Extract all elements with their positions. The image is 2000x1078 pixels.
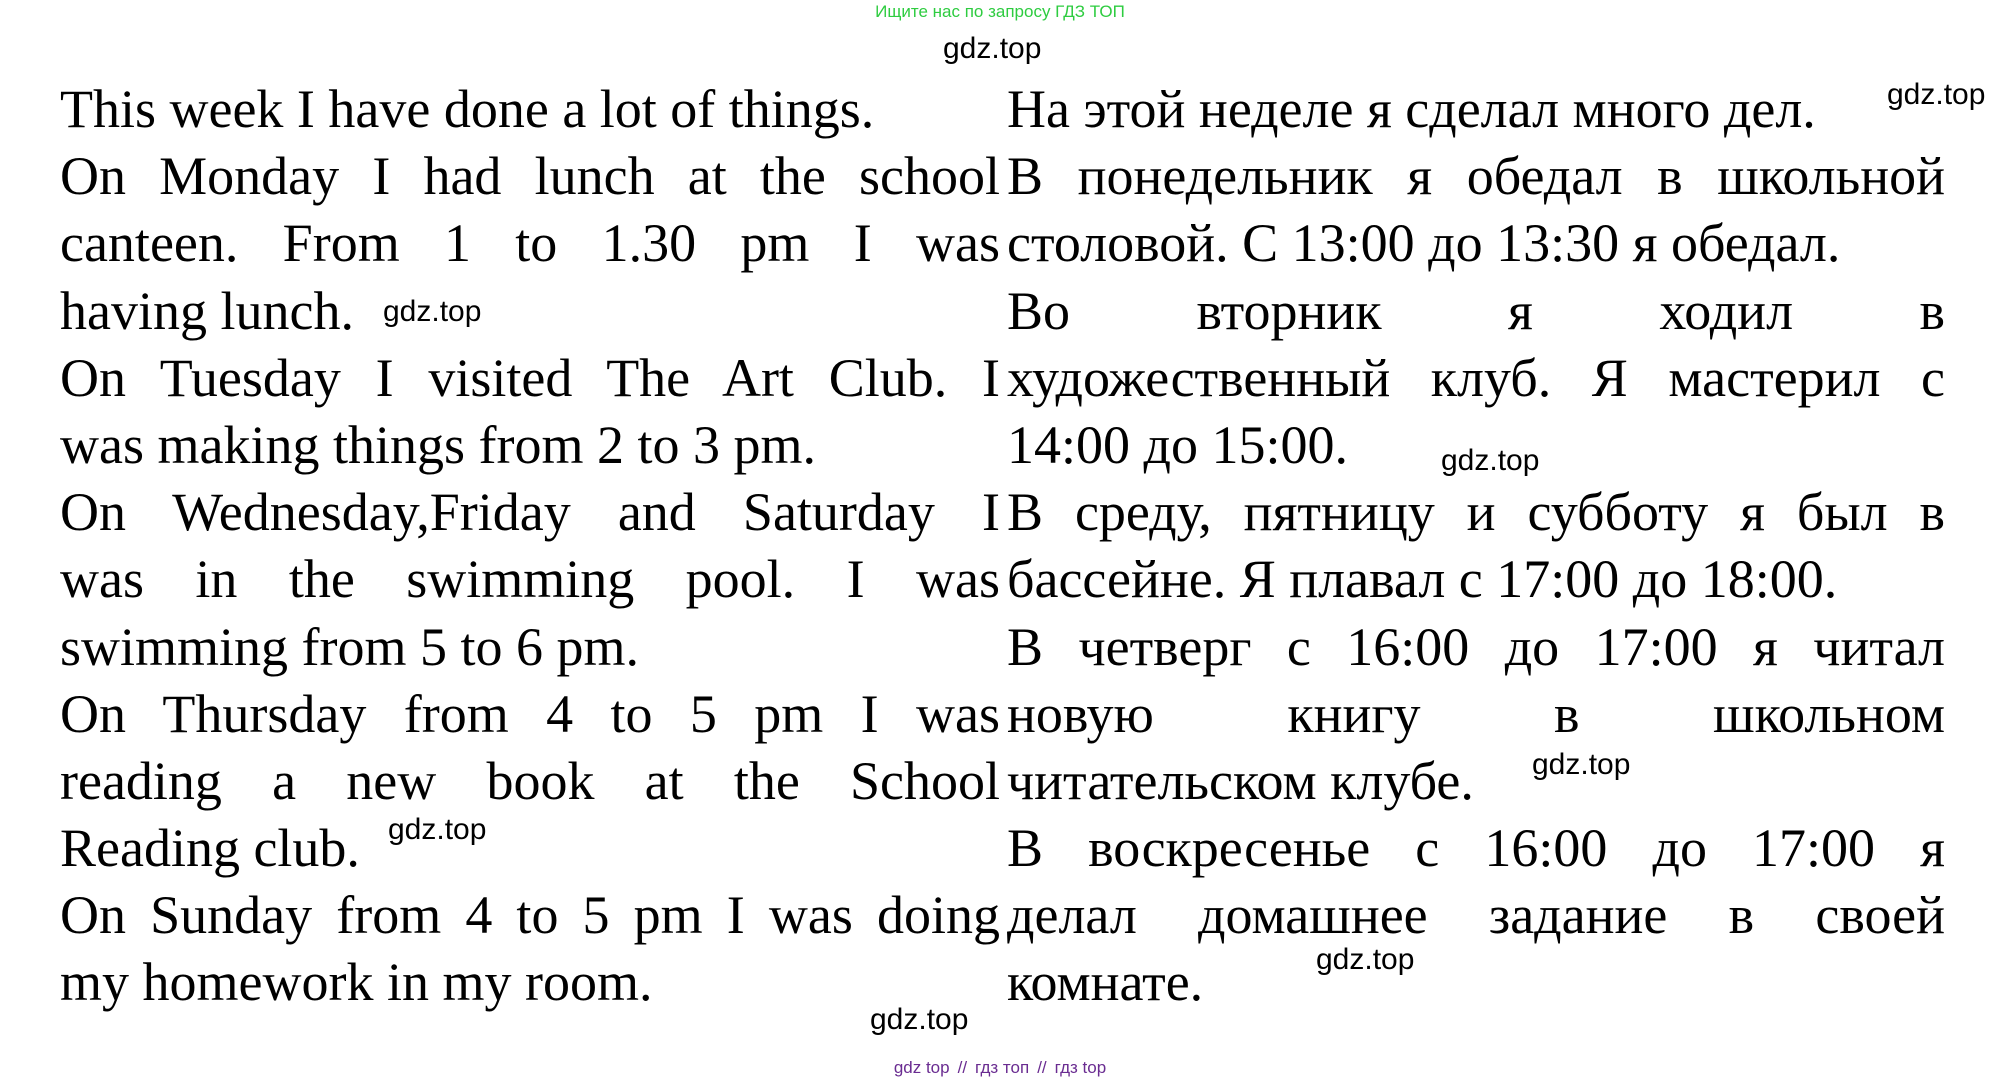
watermark: gdz.top — [1441, 444, 1540, 477]
russian-line: На этой неделе я сделал много дел. — [1007, 79, 1816, 139]
footer-links — [0, 1058, 2000, 1078]
english-line: reading a new book at the School — [60, 750, 1000, 811]
watermark: gdz.top — [388, 813, 487, 846]
russian-line: В понедельник я обедал в школьной — [1007, 146, 1945, 207]
english-line: was in the swimming pool. I was — [60, 549, 1000, 610]
watermark: gdz.top — [943, 32, 1042, 65]
english-line: On Tuesday I visited The Art Club. I — [60, 347, 1000, 408]
english-line: having lunch. — [60, 280, 354, 341]
russian-line: делал домашнее задание в своей — [1007, 885, 1945, 946]
watermark: gdz.top — [870, 1003, 969, 1036]
footer-link[interactable]: гдз топ — [975, 1058, 1030, 1077]
russian-line: В четверг с 16:00 до 17:00 я читал — [1007, 616, 1945, 677]
top-banner[interactable]: Ищите нас по запросу ГДЗ ТОП — [875, 2, 1125, 21]
english-text-column — [60, 76, 1000, 1017]
footer-separator: // — [1037, 1058, 1047, 1077]
watermark: gdz.top — [1316, 943, 1415, 976]
russian-line: новую книгу в школьном — [1007, 683, 1945, 744]
russian-line: комнате. — [1007, 952, 1204, 1013]
english-line: On Monday I had lunch at the school — [60, 146, 1000, 207]
english-line: On Wednesday,Friday and Saturday I — [60, 482, 1000, 543]
russian-line: читательском клубе. — [1007, 750, 1474, 811]
russian-line: 14:00 до 15:00. — [1007, 414, 1348, 475]
russian-line: Во вторник я ходил в — [1007, 280, 1945, 341]
english-line: On Thursday from 4 to 5 pm I was — [60, 683, 1000, 744]
footer-separator: // — [957, 1058, 968, 1077]
russian-line: бассейне. Я плавал с 17:00 до 18:00. — [1007, 549, 1838, 610]
russian-line: В среду, пятницу и субботу я был в — [1007, 482, 1945, 543]
english-line: This week I have done a lot of things. — [60, 79, 875, 139]
english-line: canteen. From 1 to 1.30 pm I was — [60, 213, 1000, 274]
russian-line: В воскресенье с 16:00 до 17:00 я — [1007, 818, 1945, 879]
english-line: my homework in my room. — [60, 952, 653, 1013]
english-line: was making things from 2 to 3 pm. — [60, 414, 816, 475]
english-line: swimming from 5 to 6 pm. — [60, 616, 639, 677]
footer-link[interactable]: гдз top — [1054, 1058, 1107, 1077]
watermark: gdz.top — [1532, 748, 1631, 781]
watermark: gdz.top — [383, 295, 482, 328]
russian-line: художественный клуб. Я мастерил с — [1007, 347, 1945, 408]
russian-text-column — [1007, 76, 1945, 1017]
footer-link[interactable]: gdz top — [893, 1058, 950, 1077]
english-line: Reading club. — [60, 818, 360, 879]
watermark: gdz.top — [1887, 78, 1986, 111]
english-line: On Sunday from 4 to 5 pm I was doing — [60, 885, 1000, 946]
russian-line: столовой. С 13:00 до 13:30 я обедал. — [1007, 213, 1841, 274]
